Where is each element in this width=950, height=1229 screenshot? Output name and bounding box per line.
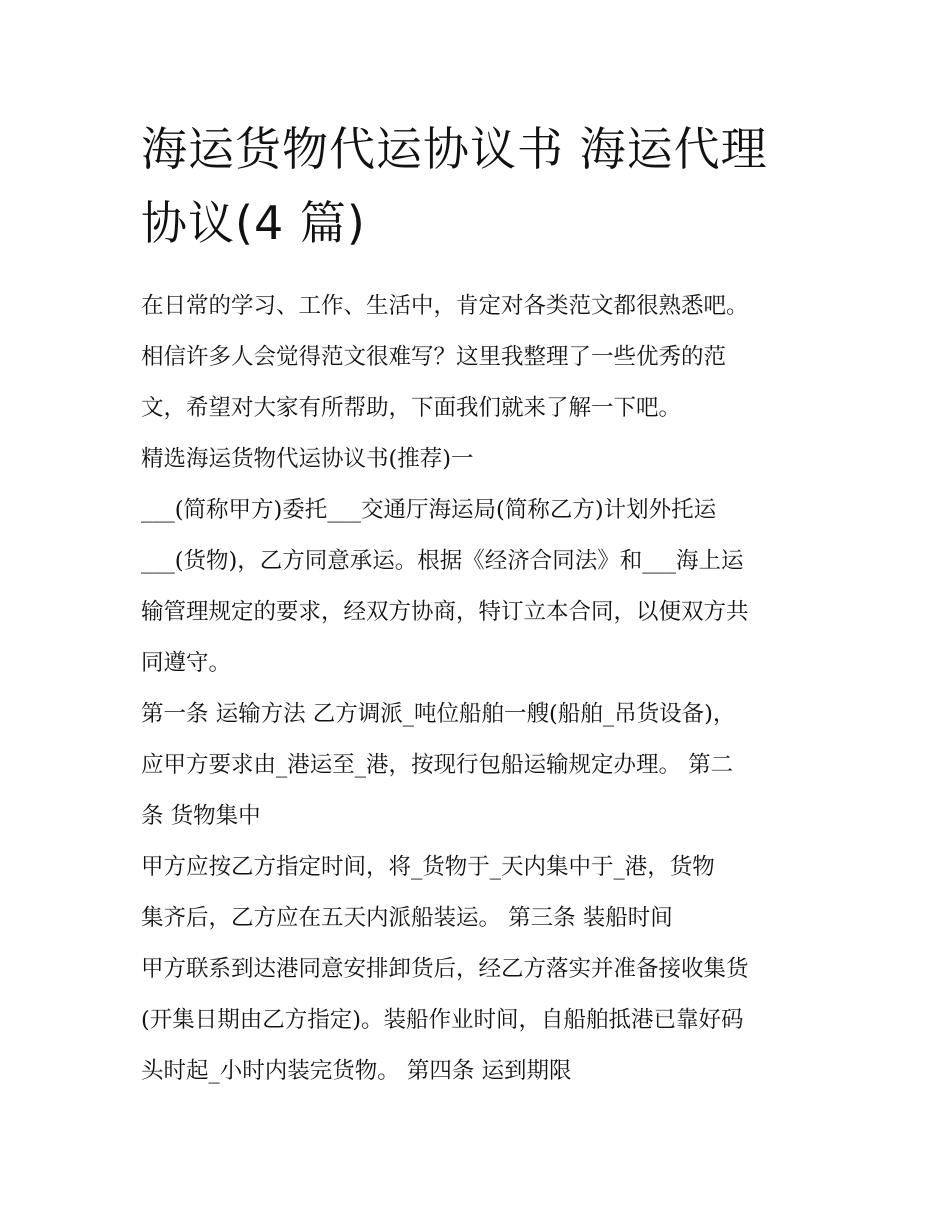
- article-line: 头时起_小时内装完货物。 第四条 运到期限: [141, 1058, 572, 1084]
- title-line: 协议(4 篇): [141, 196, 366, 250]
- article-line: (开集日期由乙方指定)。装船作业时间，自船舶抵港已靠好码: [141, 1007, 744, 1033]
- document-body: [141, 281, 841, 1097]
- document-title: [141, 112, 831, 260]
- section-heading: 精选海运货物代运协议书(推荐)一: [141, 446, 474, 472]
- article-line: 应甲方要求由_港运至_港，按现行包船运输规定办理。 第二: [141, 752, 734, 778]
- body-line: 同遵守。: [141, 650, 232, 676]
- article-line: 条 货物集中: [141, 803, 261, 829]
- body-line: 输管理规定的要求，经双方协商，特订立本合同，以便双方共: [141, 599, 749, 625]
- title-line: 海运货物代运协议书 海运代理: [141, 122, 768, 176]
- body-line: ___(简称甲方)委托___交通厅海运局(简称乙方)计划外托运: [141, 497, 717, 523]
- article-line: 甲方应按乙方指定时间，将_货物于_天内集中于_港，货物: [141, 854, 715, 880]
- intro-line: 文，希望对大家有所帮助，下面我们就来了解一下吧。: [141, 395, 682, 421]
- intro-line: 在日常的学习、工作、生活中，肯定对各类范文都很熟悉吧。: [141, 293, 749, 319]
- intro-line: 相信许多人会觉得范文很难写？这里我整理了一些优秀的范: [141, 344, 727, 370]
- article-line: 第一条 运输方法 乙方调派_吨位船舶一艘(船舶_吊货设备)，: [141, 701, 736, 727]
- body-line: ___(货物)，乙方同意承运。根据《经济合同法》和___海上运: [141, 548, 744, 574]
- article-line: 集齐后，乙方应在五天内派船装运。 第三条 装船时间: [141, 905, 673, 931]
- article-line: 甲方联系到达港同意安排卸货后，经乙方落实并准备接收集货: [141, 956, 749, 982]
